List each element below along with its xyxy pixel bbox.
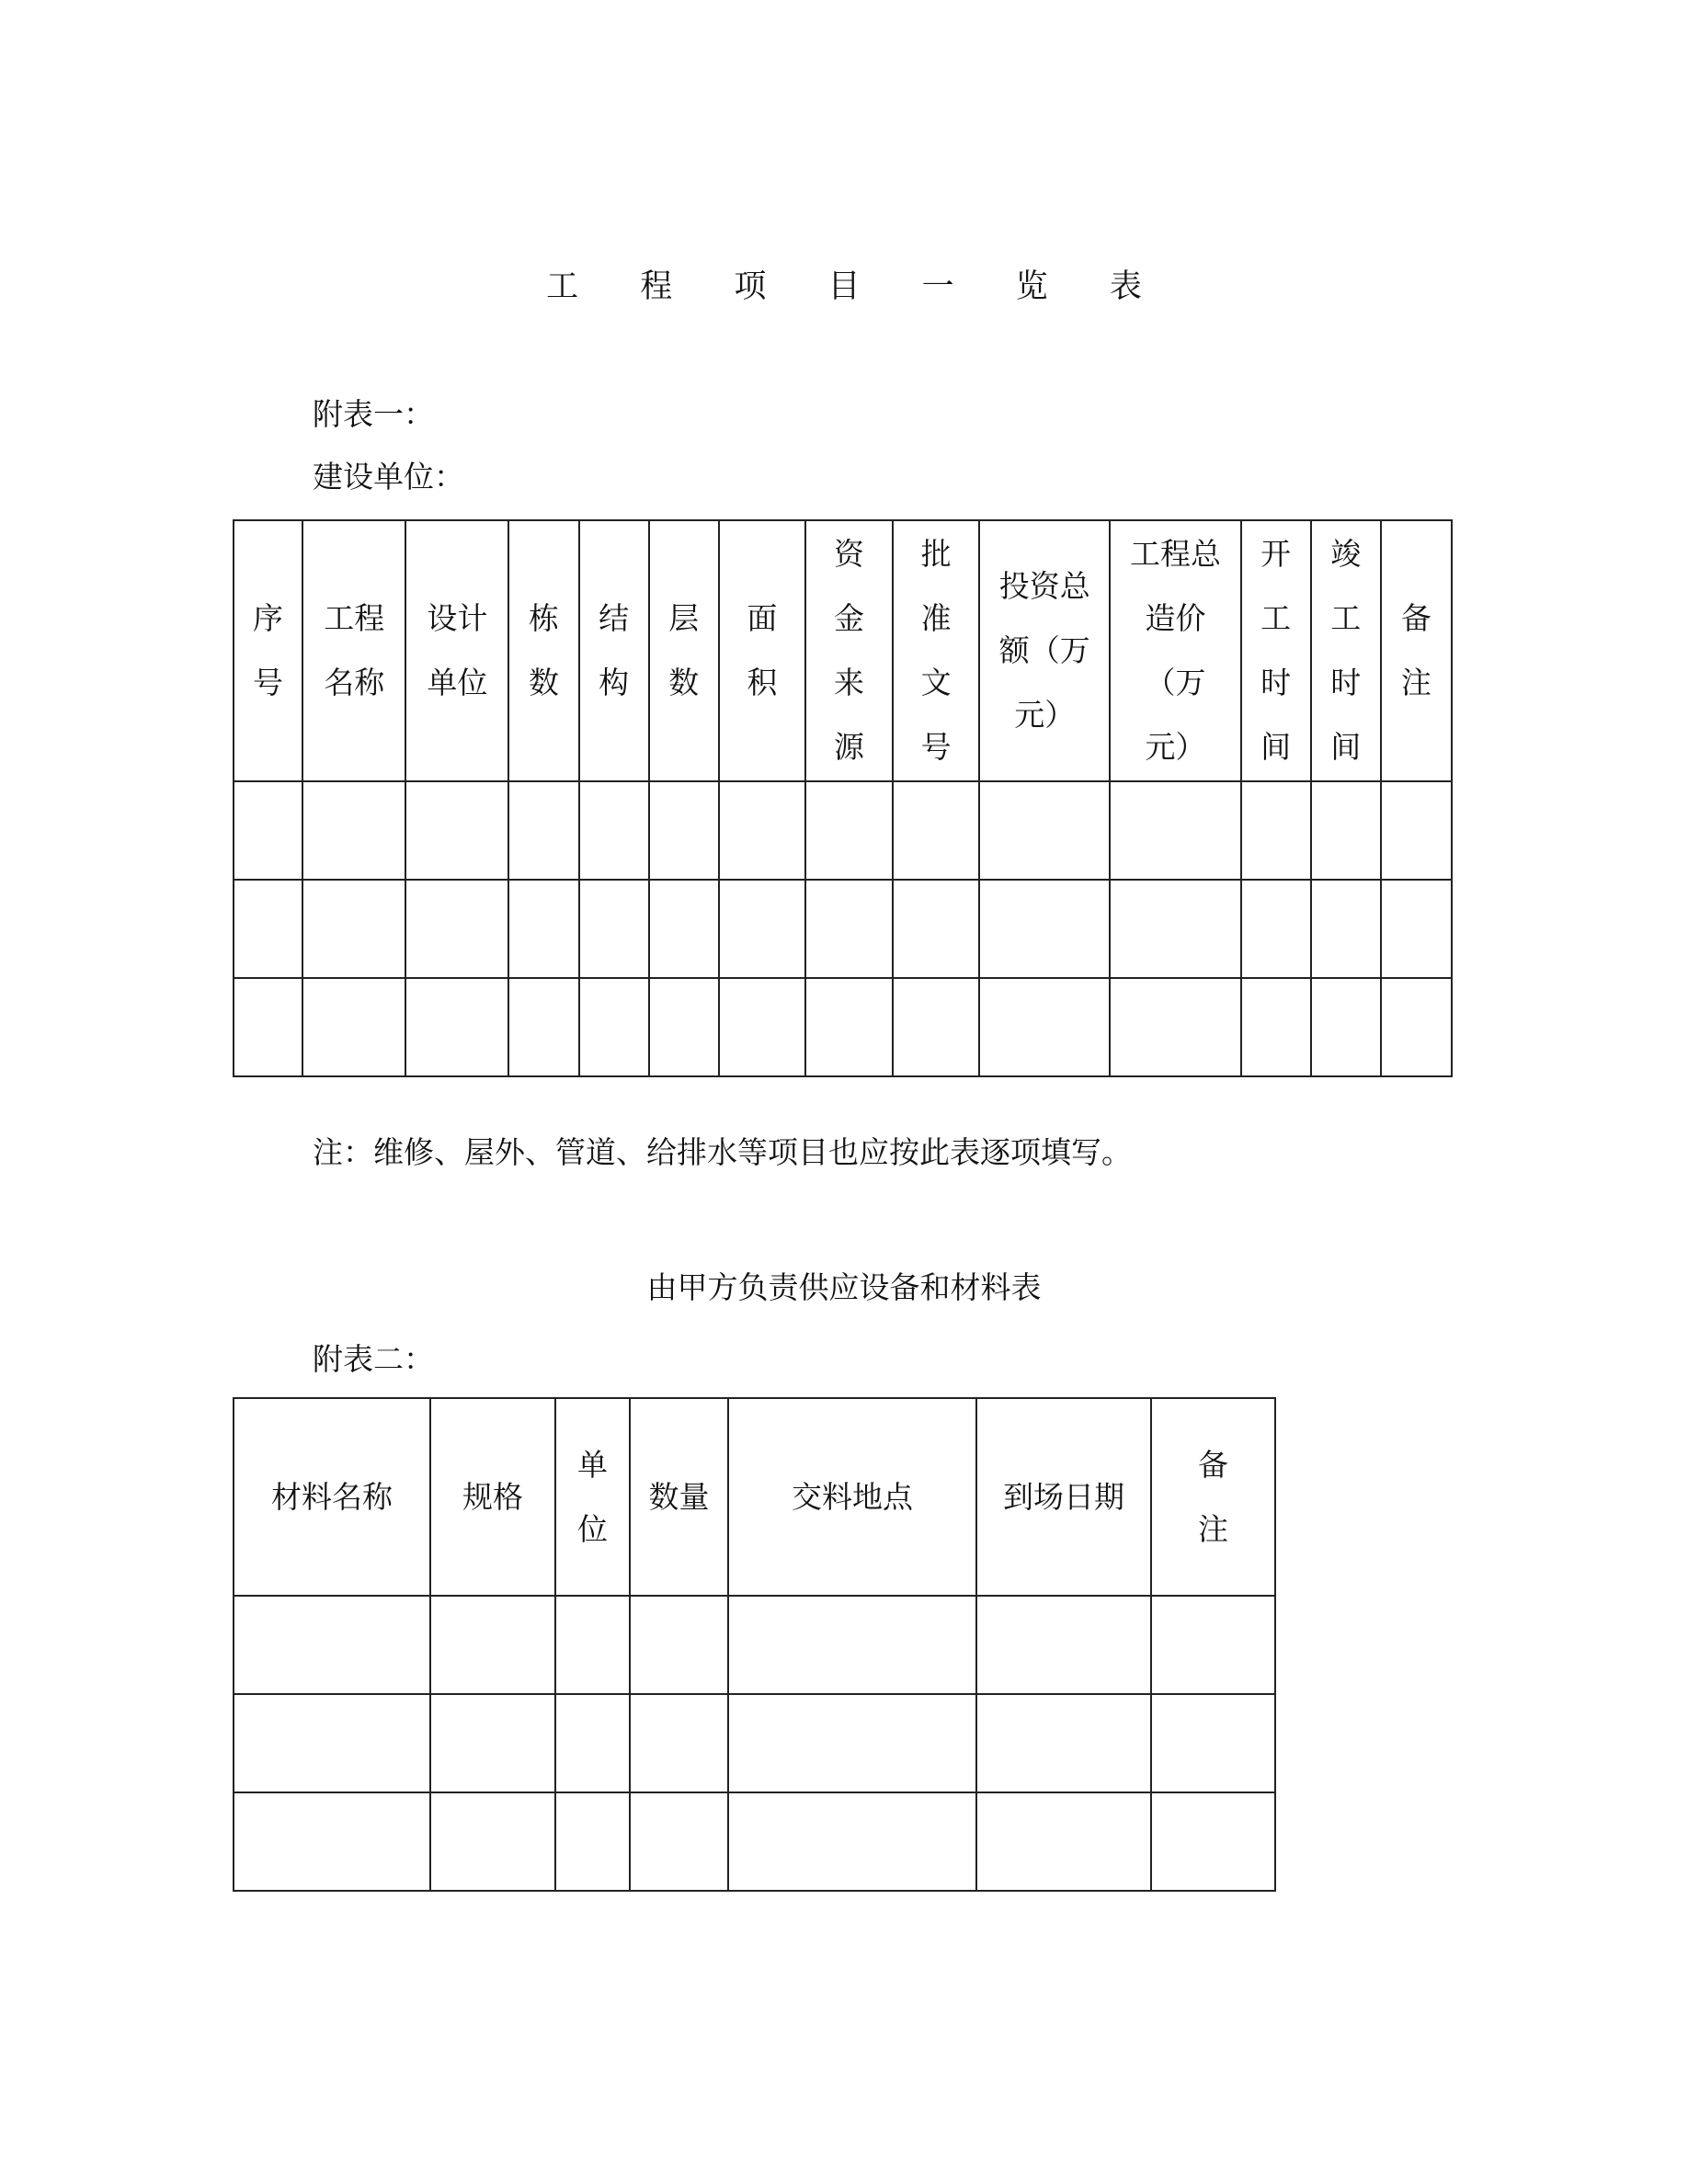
table-cell[interactable] [1241, 781, 1311, 880]
table-note: 注：维修、屋外、管道、给排水等项目也应按此表逐项填写。 [313, 1134, 1132, 1170]
table-cell[interactable] [234, 781, 302, 880]
table-cell[interactable] [405, 880, 508, 978]
table-cell[interactable] [555, 1596, 630, 1694]
table-row [234, 880, 1452, 978]
header-cell: 竣 工 时 间 [1311, 520, 1381, 781]
table-cell[interactable] [430, 1694, 555, 1792]
table-row [234, 978, 1452, 1076]
table-cell[interactable] [630, 1694, 728, 1792]
table-cell[interactable] [1241, 978, 1311, 1076]
table-cell[interactable] [805, 781, 893, 880]
table-cell[interactable] [508, 978, 578, 1076]
table-cell[interactable] [1110, 880, 1240, 978]
table-cell[interactable] [555, 1792, 630, 1891]
header-cell: 工程总 造价 （万 元） [1110, 520, 1240, 781]
table-cell[interactable] [976, 1694, 1151, 1792]
table-cell[interactable] [234, 1694, 430, 1792]
table-row [234, 781, 1452, 880]
header-cell: 层 数 [649, 520, 719, 781]
construction-unit-label: 建设单位： [313, 459, 464, 495]
header-cell: 资 金 来 源 [805, 520, 893, 781]
table-cell[interactable] [719, 978, 805, 1076]
header-cell: 结 构 [579, 520, 649, 781]
page-title: 工 程 项 目 一 览 表 [546, 268, 1168, 305]
table-cell[interactable] [1381, 880, 1452, 978]
table-cell[interactable] [555, 1694, 630, 1792]
table-cell[interactable] [1110, 781, 1240, 880]
table-header-row [234, 1398, 1275, 1596]
header-cell: 到场日期 [976, 1398, 1151, 1596]
table-cell[interactable] [728, 1694, 976, 1792]
table-cell[interactable] [302, 978, 405, 1076]
table-cell[interactable] [1311, 880, 1381, 978]
table-cell[interactable] [976, 1596, 1151, 1694]
materials-table [233, 1397, 1276, 1892]
table-cell[interactable] [649, 880, 719, 978]
table-cell[interactable] [893, 781, 979, 880]
header-cell: 规格 [430, 1398, 555, 1596]
table-cell[interactable] [728, 1596, 976, 1694]
table-cell[interactable] [1311, 781, 1381, 880]
header-cell: 面 积 [719, 520, 805, 781]
table-cell[interactable] [719, 781, 805, 880]
table-cell[interactable] [302, 781, 405, 880]
table-cell[interactable] [893, 880, 979, 978]
table-cell[interactable] [979, 880, 1110, 978]
table-row [234, 1694, 1275, 1792]
table-cell[interactable] [430, 1792, 555, 1891]
table-cell[interactable] [630, 1596, 728, 1694]
header-cell: 栋 数 [508, 520, 578, 781]
header-cell: 备 注 [1151, 1398, 1275, 1596]
header-cell: 投资总 额（万 元） [979, 520, 1110, 781]
header-cell: 交料地点 [728, 1398, 976, 1596]
table-cell[interactable] [719, 880, 805, 978]
table-cell[interactable] [979, 781, 1110, 880]
table-cell[interactable] [649, 781, 719, 880]
table-cell[interactable] [508, 880, 578, 978]
table-cell[interactable] [579, 880, 649, 978]
table-cell[interactable] [1110, 978, 1240, 1076]
table-cell[interactable] [976, 1792, 1151, 1891]
table-cell[interactable] [508, 781, 578, 880]
table-cell[interactable] [234, 1792, 430, 1891]
project-list-table [233, 519, 1453, 1077]
table-cell[interactable] [728, 1792, 976, 1891]
table-cell[interactable] [1381, 781, 1452, 880]
table-cell[interactable] [234, 978, 302, 1076]
header-cell: 数量 [630, 1398, 728, 1596]
table-cell[interactable] [579, 781, 649, 880]
section-title: 由甲方负责供应设备和材料表 [646, 1269, 1042, 1305]
table-cell[interactable] [234, 1596, 430, 1694]
table-cell[interactable] [1151, 1694, 1275, 1792]
header-cell: 备 注 [1381, 520, 1452, 781]
table-cell[interactable] [630, 1792, 728, 1891]
table-row [234, 1792, 1275, 1891]
table-cell[interactable] [1151, 1792, 1275, 1891]
table-cell[interactable] [979, 978, 1110, 1076]
header-cell: 开 工 时 间 [1241, 520, 1311, 781]
table-cell[interactable] [1311, 978, 1381, 1076]
appendix1-label: 附表一： [313, 396, 434, 432]
table-row [234, 1596, 1275, 1694]
table-cell[interactable] [405, 781, 508, 880]
header-cell: 设计 单位 [405, 520, 508, 781]
table-header-row [234, 520, 1452, 781]
table-cell[interactable] [1241, 880, 1311, 978]
table-cell[interactable] [1381, 978, 1452, 1076]
header-cell: 单 位 [555, 1398, 630, 1596]
table-cell[interactable] [805, 880, 893, 978]
table-cell[interactable] [805, 978, 893, 1076]
header-cell: 批 准 文 号 [893, 520, 979, 781]
header-cell: 材料名称 [234, 1398, 430, 1596]
table-cell[interactable] [893, 978, 979, 1076]
table-cell[interactable] [579, 978, 649, 1076]
table-cell[interactable] [302, 880, 405, 978]
table-cell[interactable] [405, 978, 508, 1076]
table-cell[interactable] [234, 880, 302, 978]
appendix2-label: 附表二： [313, 1341, 434, 1377]
header-cell: 工程 名称 [302, 520, 405, 781]
table-cell[interactable] [649, 978, 719, 1076]
header-cell: 序 号 [234, 520, 302, 781]
table-cell[interactable] [430, 1596, 555, 1694]
table-cell[interactable] [1151, 1596, 1275, 1694]
